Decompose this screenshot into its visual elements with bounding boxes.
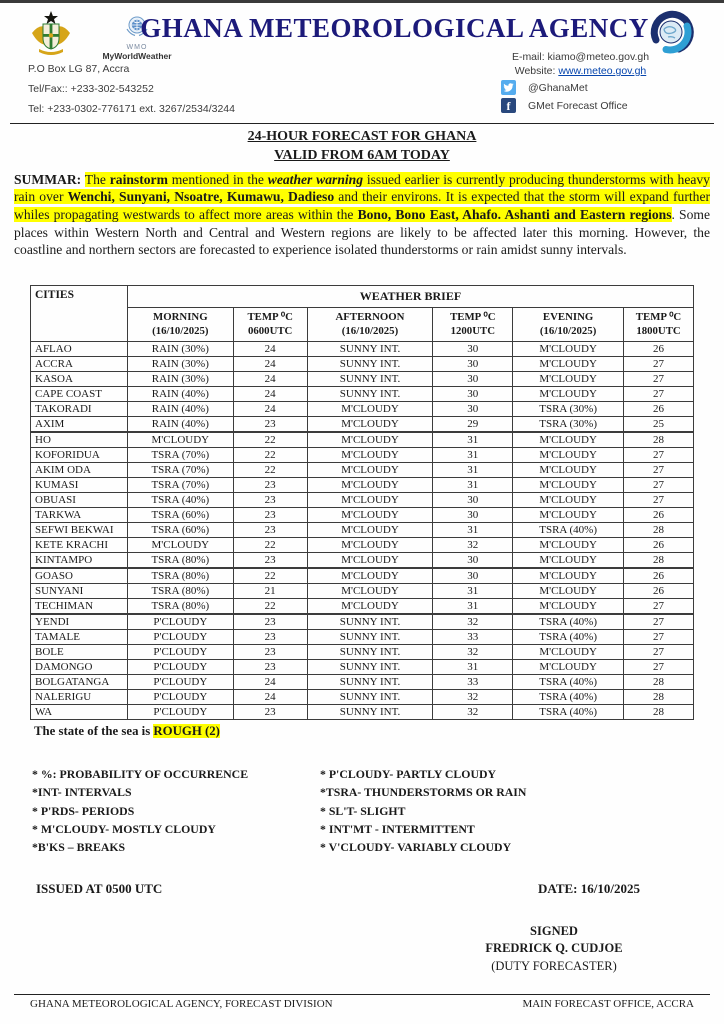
summary-segment: weather warning [267, 171, 364, 187]
footer-divider [14, 994, 710, 995]
column-header: AFTERNOON (16/10/2025) [307, 308, 433, 342]
legend-item: * M'CLOUDY- MOSTLY CLOUDY [32, 821, 216, 836]
issue-date: DATE: 16/10/2025 [538, 880, 640, 896]
value-cell: 24 [233, 675, 307, 690]
value-cell: 28 [624, 675, 694, 690]
value-cell: 26 [624, 538, 694, 553]
value-cell: 30 [433, 493, 513, 508]
city-cell: TARKWA [31, 508, 128, 523]
summary-segment: Bono, Bono East, Ahafo. Ashanti and Eastern regions [357, 207, 672, 223]
column-header: MORNING (16/10/2025) [127, 308, 233, 342]
value-cell: 22 [233, 599, 307, 615]
sea-state-line [34, 724, 724, 739]
table-row [31, 508, 694, 523]
value-cell: 27 [624, 493, 694, 508]
column-header-row [31, 308, 694, 342]
value-cell: 24 [233, 342, 307, 357]
table-row [31, 357, 694, 372]
city-cell: KETE KRACHI [31, 538, 128, 553]
table-row [31, 630, 694, 645]
city-cell: NALERIGU [31, 690, 128, 705]
value-cell: 22 [233, 432, 307, 448]
value-cell: TSRA (40%) [513, 614, 624, 630]
value-cell: 32 [433, 645, 513, 660]
issuance-row [36, 881, 640, 897]
value-cell: SUNNY INT. [307, 614, 433, 630]
title-line-1: 24-HOUR FORECAST FOR GHANA [247, 129, 477, 144]
city-cell: AKIM ODA [31, 463, 128, 478]
value-cell: M'CLOUDY [513, 432, 624, 448]
value-cell: 21 [233, 584, 307, 599]
value-cell: M'CLOUDY [513, 493, 624, 508]
value-cell: 30 [433, 402, 513, 417]
value-cell: M'CLOUDY [513, 357, 624, 372]
summary-segment: rainstorm [109, 171, 168, 187]
value-cell: M'CLOUDY [513, 553, 624, 569]
value-cell: 23 [233, 614, 307, 630]
sea-state-prefix: The state of the sea is [34, 724, 154, 739]
value-cell: 27 [624, 599, 694, 615]
facebook-icon [501, 98, 516, 113]
value-cell: 24 [233, 387, 307, 402]
table-row [31, 645, 694, 660]
forecaster-role: (DUTY FORECASTER) [491, 958, 617, 973]
column-header: EVENING (16/10/2025) [513, 308, 624, 342]
page-footer [14, 994, 710, 1010]
facebook-row [501, 98, 688, 113]
value-cell: 27 [624, 448, 694, 463]
value-cell: TSRA (70%) [127, 448, 233, 463]
value-cell: 24 [233, 690, 307, 705]
table-row [31, 538, 694, 553]
value-cell: 23 [233, 660, 307, 675]
title-line-2: VALID FROM 6AM TODAY [274, 147, 450, 163]
value-cell: 25 [624, 417, 694, 433]
summary-segment: and their environs. It is expected that the storm will expand further whiles propagating westwards to affect more areas within the [14, 189, 711, 223]
value-cell: 31 [433, 599, 513, 615]
value-cell: M'CLOUDY [127, 538, 233, 553]
table-row [31, 553, 694, 569]
value-cell: 27 [624, 463, 694, 478]
table-row [31, 660, 694, 675]
value-cell: 26 [624, 508, 694, 523]
value-cell: 32 [433, 690, 513, 705]
value-cell: SUNNY INT. [307, 342, 433, 357]
table-row [31, 705, 694, 720]
summary-segment: mentioned in the [167, 171, 268, 187]
summary-segment: . Some places within Western North and Central and Western regions are likely to be affected later this morning. However, the coastline and northern sectors are forecasted to experience isolated thunderstorms or rain amidst sunny intervals. [14, 207, 711, 258]
value-cell: TSRA (80%) [127, 584, 233, 599]
value-cell: 31 [433, 448, 513, 463]
abbreviation-legend [32, 765, 724, 856]
value-cell: TSRA (80%) [127, 568, 233, 584]
city-cell: ACCRA [31, 357, 128, 372]
website-label: Website: [514, 65, 559, 77]
city-cell: DAMONGO [31, 660, 128, 675]
value-cell: M'CLOUDY [307, 584, 433, 599]
value-cell: 31 [433, 523, 513, 538]
table-row [31, 417, 694, 433]
value-cell: 30 [433, 387, 513, 402]
city-cell: AXIM [31, 417, 128, 433]
value-cell: SUNNY INT. [307, 645, 433, 660]
weather-brief-header: WEATHER BRIEF [127, 286, 693, 308]
value-cell: M'CLOUDY [513, 538, 624, 553]
value-cell: 22 [233, 463, 307, 478]
table-row [31, 568, 694, 584]
value-cell: M'CLOUDY [307, 553, 433, 569]
value-cell: TSRA (40%) [513, 675, 624, 690]
value-cell: 23 [233, 705, 307, 720]
value-cell: 27 [624, 478, 694, 493]
value-cell: M'CLOUDY [307, 478, 433, 493]
value-cell: P'CLOUDY [127, 645, 233, 660]
tel: Tel: +233-0302-776171 ext. 3267/2534/3244 [28, 103, 235, 115]
value-cell: TSRA (40%) [513, 690, 624, 705]
legend-item: * P'RDS- PERIODS [32, 803, 135, 818]
legend-column-left [32, 765, 320, 856]
summary-segment: issued earlier is currently producing thunderstorms with heavy rain over [14, 171, 710, 205]
value-cell: TSRA (40%) [513, 705, 624, 720]
summary-segment: The [84, 171, 110, 187]
summary-text [14, 172, 710, 258]
value-cell: 23 [233, 645, 307, 660]
value-cell: 28 [624, 523, 694, 538]
city-cell: OBUASI [31, 493, 128, 508]
value-cell: 31 [433, 660, 513, 675]
value-cell: M'CLOUDY [513, 599, 624, 615]
value-cell: RAIN (30%) [127, 342, 233, 357]
value-cell: M'CLOUDY [307, 508, 433, 523]
facebook-name: GMet Forecast Office [528, 99, 628, 112]
legend-item: * SL'T- SLIGHT [320, 803, 406, 818]
footer-right: MAIN FORECAST OFFICE, ACCRA [522, 998, 694, 1010]
value-cell: 26 [624, 402, 694, 417]
table-row [31, 690, 694, 705]
city-cell: KOFORIDUA [31, 448, 128, 463]
table-row [31, 493, 694, 508]
value-cell: 23 [233, 630, 307, 645]
legend-item: *B'KS – BREAKS [32, 840, 126, 855]
value-cell: M'CLOUDY [307, 448, 433, 463]
twitter-row [501, 80, 688, 95]
value-cell: RAIN (30%) [127, 357, 233, 372]
value-cell: 27 [624, 387, 694, 402]
value-cell: RAIN (30%) [127, 372, 233, 387]
agency-title: GHANA METEOROLOGICAL AGENCY [140, 13, 649, 43]
city-cell: TECHIMAN [31, 599, 128, 615]
value-cell: 31 [433, 432, 513, 448]
value-cell: TSRA (60%) [127, 508, 233, 523]
value-cell: 23 [233, 478, 307, 493]
value-cell: 32 [433, 614, 513, 630]
value-cell: RAIN (40%) [127, 402, 233, 417]
city-cell: SEFWI BEKWAI [31, 523, 128, 538]
wmo-subtitle: MyWorldWeather [102, 51, 172, 61]
column-header: TEMP ⁰C 1800UTC [624, 308, 694, 342]
value-cell: 33 [433, 630, 513, 645]
value-cell: 22 [233, 568, 307, 584]
table-row [31, 463, 694, 478]
value-cell: 27 [624, 372, 694, 387]
postal-address: P.O Box LG 87, Accra [28, 63, 130, 75]
value-cell: 24 [233, 402, 307, 417]
table-row [31, 402, 694, 417]
value-cell: 30 [433, 357, 513, 372]
city-cell: SUNYANI [31, 584, 128, 599]
value-cell: 24 [233, 372, 307, 387]
value-cell: 26 [624, 342, 694, 357]
city-cell: HO [31, 432, 128, 448]
city-cell: KUMASI [31, 478, 128, 493]
value-cell: 30 [433, 342, 513, 357]
value-cell: 23 [233, 523, 307, 538]
city-cell: KASOA [31, 372, 128, 387]
table-row [31, 448, 694, 463]
value-cell: M'CLOUDY [307, 417, 433, 433]
letterhead [0, 3, 724, 123]
value-cell: P'CLOUDY [127, 690, 233, 705]
value-cell: SUNNY INT. [307, 387, 433, 402]
table-row [31, 523, 694, 538]
value-cell: 26 [624, 584, 694, 599]
value-cell: 26 [624, 568, 694, 584]
value-cell: M'CLOUDY [513, 342, 624, 357]
value-cell: M'CLOUDY [513, 584, 624, 599]
value-cell: 27 [624, 357, 694, 372]
value-cell: 22 [233, 538, 307, 553]
city-cell: WA [31, 705, 128, 720]
forecaster-name: FREDRICK Q. CUDJOE [485, 941, 623, 956]
value-cell: P'CLOUDY [127, 660, 233, 675]
city-cell: TAKORADI [31, 402, 128, 417]
header-divider [10, 123, 714, 124]
table-row [31, 432, 694, 448]
value-cell: RAIN (40%) [127, 387, 233, 402]
value-cell: M'CLOUDY [513, 448, 624, 463]
table-row [31, 478, 694, 493]
summary-label: SUMMAR: [14, 171, 82, 187]
value-cell: SUNNY INT. [307, 705, 433, 720]
sea-state-value: ROUGH (2) [153, 724, 220, 739]
value-cell: SUNNY INT. [307, 675, 433, 690]
legend-item: * P'CLOUDY- PARTLY CLOUDY [320, 767, 497, 782]
contact-block-left [28, 63, 235, 123]
table-row [31, 387, 694, 402]
website-link[interactable]: www.meteo.gov.gh [558, 65, 647, 77]
legend-item: *INT- INTERVALS [32, 785, 132, 800]
value-cell: TSRA (40%) [513, 630, 624, 645]
summary-segment: Wenchi, Sunyani, Nsoatre, Kumawu, Dadieso [67, 189, 335, 205]
city-cell: KINTAMPO [31, 553, 128, 569]
value-cell: 23 [233, 417, 307, 433]
value-cell: 31 [433, 478, 513, 493]
footer-left: GHANA METEOROLOGICAL AGENCY, FORECAST DIVISION [30, 998, 333, 1010]
value-cell: M'CLOUDY [513, 387, 624, 402]
city-cell: YENDI [31, 614, 128, 630]
value-cell: M'CLOUDY [307, 568, 433, 584]
wmo-label: WMO [126, 44, 148, 51]
city-cell: GOASO [31, 568, 128, 584]
value-cell: 30 [433, 553, 513, 569]
summary-paragraph [14, 171, 710, 259]
value-cell: P'CLOUDY [127, 614, 233, 630]
ghana-coat-of-arms-icon [30, 10, 72, 61]
city-cell: TAMALE [31, 630, 128, 645]
table-row [31, 675, 694, 690]
legend-item: * INT'MT - INTERMITTENT [320, 821, 475, 836]
value-cell: 33 [433, 675, 513, 690]
value-cell: TSRA (70%) [127, 463, 233, 478]
value-cell: 29 [433, 417, 513, 433]
value-cell: 22 [233, 448, 307, 463]
legend-column-right [320, 765, 526, 856]
email: E-mail: kiamo@meteo.gov.gh [511, 51, 650, 63]
table-row [31, 372, 694, 387]
value-cell: 23 [233, 508, 307, 523]
signature-block [434, 923, 674, 976]
column-header: TEMP ⁰C 0600UTC [233, 308, 307, 342]
value-cell: TSRA (60%) [127, 523, 233, 538]
value-cell: 31 [433, 584, 513, 599]
value-cell: 28 [624, 705, 694, 720]
value-cell: SUNNY INT. [307, 660, 433, 675]
value-cell: 30 [433, 372, 513, 387]
value-cell: 24 [233, 357, 307, 372]
value-cell: P'CLOUDY [127, 675, 233, 690]
legend-item: * V'CLOUDY- VARIABLY CLOUDY [320, 840, 512, 855]
signed-label: SIGNED [530, 923, 578, 938]
value-cell: P'CLOUDY [127, 630, 233, 645]
value-cell: 27 [624, 645, 694, 660]
value-cell: 23 [233, 553, 307, 569]
value-cell: TSRA (80%) [127, 599, 233, 615]
legend-item: *TSRA- THUNDERSTORMS OR RAIN [320, 785, 527, 800]
value-cell: 27 [624, 660, 694, 675]
value-cell: 30 [433, 508, 513, 523]
tel-fax: Tel/Fax:: +233-302-543252 [28, 83, 154, 95]
twitter-icon [501, 80, 516, 95]
value-cell: TSRA (40%) [513, 523, 624, 538]
value-cell: M'CLOUDY [307, 493, 433, 508]
value-cell: 23 [233, 493, 307, 508]
value-cell: TSRA (30%) [513, 402, 624, 417]
value-cell: 30 [433, 568, 513, 584]
value-cell: 31 [433, 463, 513, 478]
value-cell: M'CLOUDY [513, 463, 624, 478]
value-cell: M'CLOUDY [307, 523, 433, 538]
value-cell: SUNNY INT. [307, 690, 433, 705]
value-cell: M'CLOUDY [513, 568, 624, 584]
value-cell: TSRA (70%) [127, 478, 233, 493]
twitter-handle: @GhanaMet [528, 81, 588, 94]
value-cell: M'CLOUDY [307, 538, 433, 553]
value-cell: 28 [624, 690, 694, 705]
value-cell: 32 [433, 538, 513, 553]
value-cell: M'CLOUDY [513, 645, 624, 660]
value-cell: M'CLOUDY [307, 463, 433, 478]
document-title [0, 128, 724, 166]
value-cell: M'CLOUDY [307, 432, 433, 448]
value-cell: 27 [624, 630, 694, 645]
contact-block-right [473, 51, 688, 113]
value-cell: M'CLOUDY [307, 599, 433, 615]
issued-at: ISSUED AT 0500 UTC [36, 880, 163, 896]
value-cell: 32 [433, 705, 513, 720]
value-cell: SUNNY INT. [307, 630, 433, 645]
city-cell: CAPE COAST [31, 387, 128, 402]
value-cell: 28 [624, 553, 694, 569]
table-row [31, 614, 694, 630]
city-cell: BOLGATANGA [31, 675, 128, 690]
value-cell: M'CLOUDY [513, 660, 624, 675]
value-cell: M'CLOUDY [127, 432, 233, 448]
legend-item: * %: PROBABILITY OF OCCURRENCE [32, 767, 249, 782]
value-cell: M'CLOUDY [513, 508, 624, 523]
value-cell: SUNNY INT. [307, 357, 433, 372]
value-cell: M'CLOUDY [307, 402, 433, 417]
facebook-glyph: f [506, 98, 511, 113]
table-row [31, 599, 694, 615]
value-cell: TSRA (40%) [127, 493, 233, 508]
column-header: TEMP ⁰C 1200UTC [433, 308, 513, 342]
forecast-table [30, 285, 694, 720]
value-cell: RAIN (40%) [127, 417, 233, 433]
table-row [31, 342, 694, 357]
value-cell: M'CLOUDY [513, 372, 624, 387]
city-cell: AFLAO [31, 342, 128, 357]
city-cell: BOLE [31, 645, 128, 660]
value-cell: 28 [624, 432, 694, 448]
website-line [473, 65, 688, 77]
group-header-row [31, 286, 694, 308]
cities-column-header: CITIES [31, 286, 128, 342]
value-cell: SUNNY INT. [307, 372, 433, 387]
table-row [31, 584, 694, 599]
value-cell: TSRA (80%) [127, 553, 233, 569]
value-cell: P'CLOUDY [127, 705, 233, 720]
value-cell: TSRA (30%) [513, 417, 624, 433]
value-cell: 27 [624, 614, 694, 630]
value-cell: M'CLOUDY [513, 478, 624, 493]
